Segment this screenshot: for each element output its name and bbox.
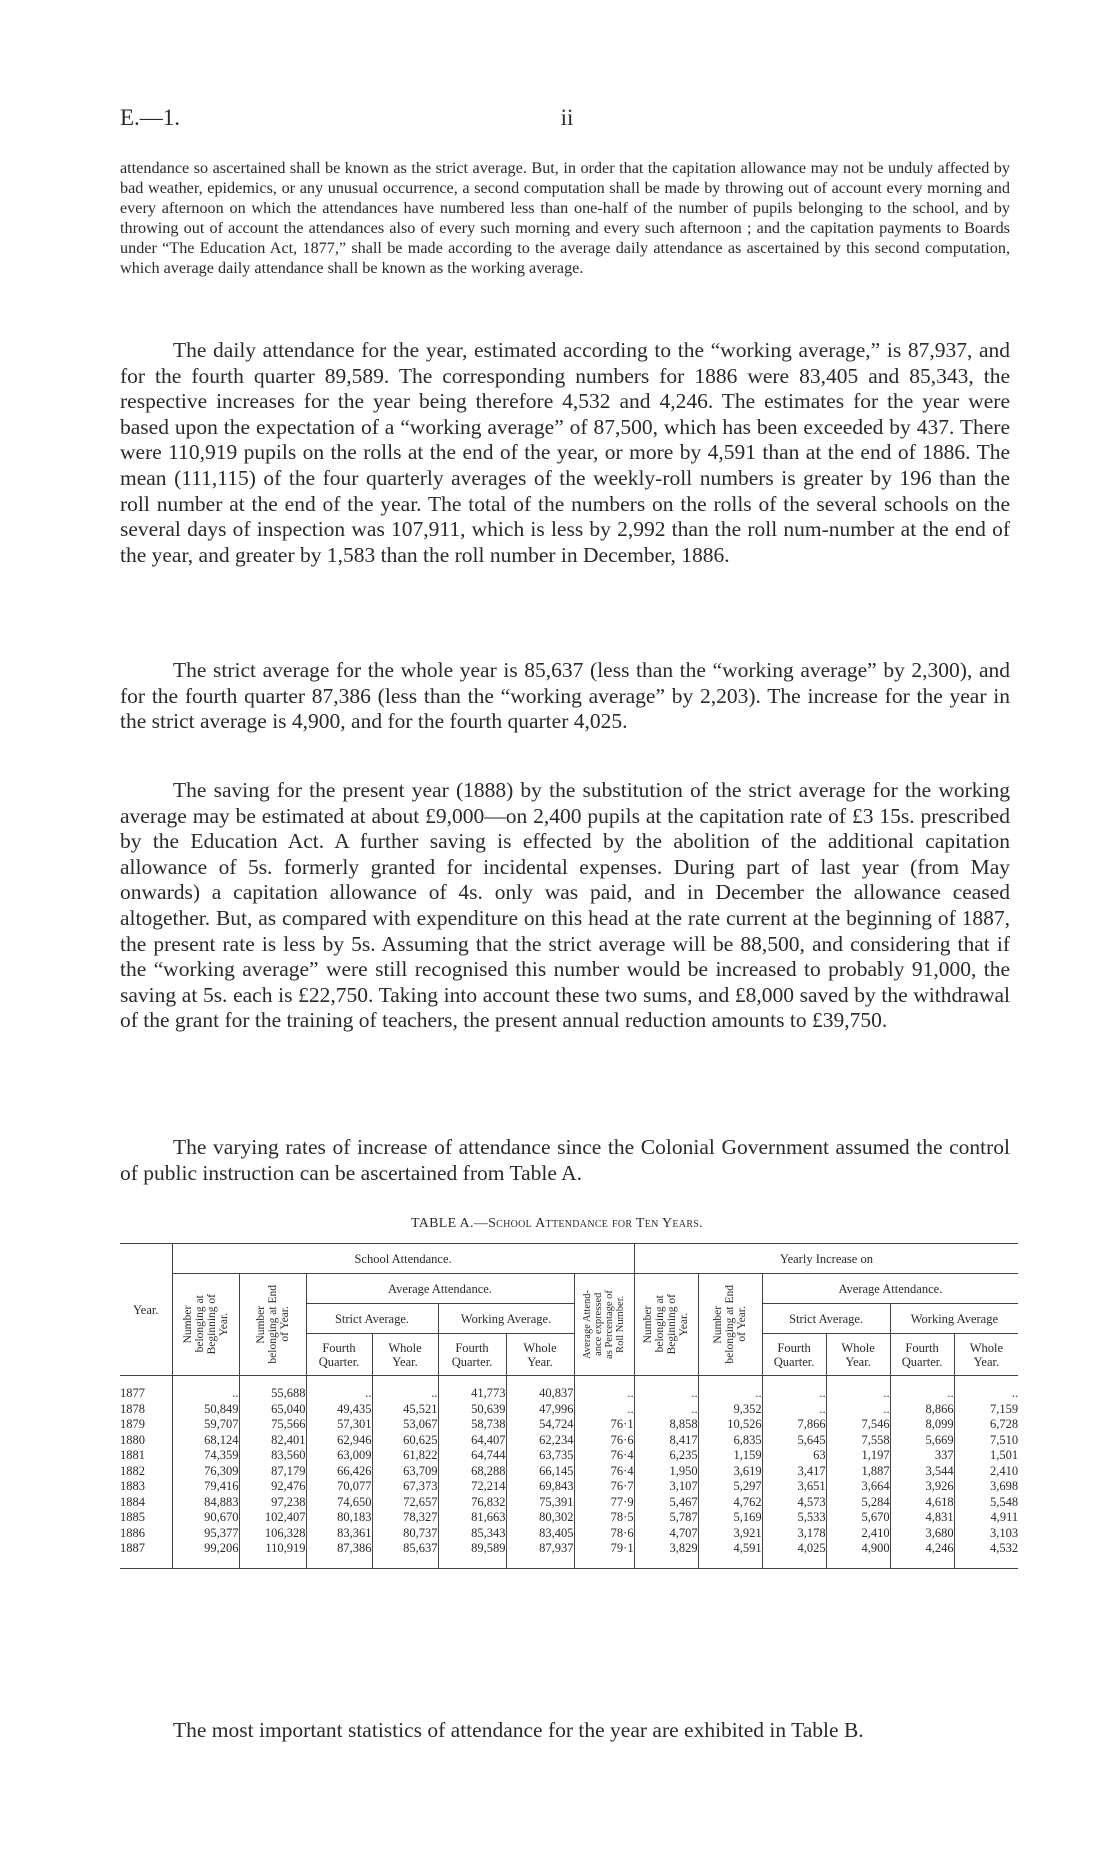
year-cell: 1878 xyxy=(120,1401,145,1416)
value-cell: 3,107 xyxy=(634,1479,698,1495)
value-cell: 63,735 xyxy=(506,1448,574,1464)
value-cell: 7,558 xyxy=(826,1433,890,1449)
school-attendance-header: School Attendance. xyxy=(172,1244,634,1274)
table-row xyxy=(120,1402,1018,1418)
value-cell: 8,417 xyxy=(634,1433,698,1449)
intro-paragraph: attendance so ascertained shall be known as the strict average. But, in order that the capitation allowance may not be unduly affected by bad weather, epidemics, or any unusual occurrence, a second computation shall be made by throwing out of account every morning and every afternoon on which the attendances have numbered less than one-half of the number of pupils belonging to the school, and by throwing out of account the attendances also of every such morning and every such afternoon ; and the capitation payments to Boards under “The Education Act, 1877,” shall be made according to the average daily attendance as ascertained by this second computation, which average daily attendance shall be known as the working average. xyxy=(120,159,1010,277)
table-row xyxy=(120,1448,1018,1464)
value-cell: 10,526 xyxy=(698,1417,762,1433)
value-cell: 5,169 xyxy=(698,1510,762,1526)
table-row xyxy=(120,1495,1018,1511)
value-cell: 1,950 xyxy=(634,1464,698,1480)
value-cell: 50,849 xyxy=(172,1402,239,1418)
value-cell: 4,573 xyxy=(762,1495,826,1511)
value-cell: 68,288 xyxy=(438,1464,506,1480)
value-cell: .. xyxy=(574,1386,634,1402)
value-cell: 79·1 xyxy=(574,1541,634,1557)
inc-working-average-header: Working Average xyxy=(890,1304,1018,1334)
value-cell: 78·6 xyxy=(574,1526,634,1542)
value-cell: 3,619 xyxy=(698,1464,762,1480)
year-cell: 1877 xyxy=(120,1386,145,1400)
value-cell: 8,858 xyxy=(634,1417,698,1433)
year-cell: 1886 xyxy=(120,1525,145,1540)
value-cell: 3,178 xyxy=(762,1526,826,1542)
value-cell: 45,521 xyxy=(372,1402,438,1418)
attendance-table xyxy=(120,1243,1018,1569)
year-cell: 1885 xyxy=(120,1510,145,1524)
value-cell: 55,688 xyxy=(239,1386,306,1402)
year-header: Year. xyxy=(120,1244,172,1376)
value-cell: 3,698 xyxy=(954,1479,1018,1495)
value-cell: 85,343 xyxy=(438,1526,506,1542)
value-cell: 82,401 xyxy=(239,1433,306,1449)
year-cell: 1887 xyxy=(120,1541,145,1555)
table-row xyxy=(120,1433,1018,1449)
value-cell: 49,435 xyxy=(306,1402,372,1418)
value-cell: 3,544 xyxy=(890,1464,954,1480)
value-cell: 65,040 xyxy=(239,1402,306,1418)
value-cell: 4,591 xyxy=(698,1541,762,1557)
value-cell: 3,651 xyxy=(762,1479,826,1495)
value-cell: 1,197 xyxy=(826,1448,890,1464)
value-cell: 83,560 xyxy=(239,1448,306,1464)
value-cell: 53,067 xyxy=(372,1417,438,1433)
value-cell: 5,533 xyxy=(762,1510,826,1526)
strict-fourth-quarter-header: Fourth Quarter. xyxy=(306,1334,372,1376)
value-cell: 76·6 xyxy=(574,1433,634,1449)
value-cell: 80,183 xyxy=(306,1510,372,1526)
value-cell: .. xyxy=(826,1386,890,1402)
value-cell: 5,669 xyxy=(890,1433,954,1449)
num-beginning-header: Number belonging at Beginning of Year. xyxy=(172,1274,239,1376)
value-cell: 79,416 xyxy=(172,1479,239,1495)
table-row xyxy=(120,1386,1018,1402)
value-cell: .. xyxy=(762,1402,826,1418)
value-cell: 89,589 xyxy=(438,1541,506,1557)
value-cell: 57,301 xyxy=(306,1417,372,1433)
value-cell: 63,009 xyxy=(306,1448,372,1464)
value-cell: .. xyxy=(954,1386,1018,1402)
value-cell: 76,309 xyxy=(172,1464,239,1480)
value-cell: 1,501 xyxy=(954,1448,1018,1464)
value-cell: 8,866 xyxy=(890,1402,954,1418)
value-cell: 5,787 xyxy=(634,1510,698,1526)
value-cell: 76·1 xyxy=(574,1417,634,1433)
value-cell: 90,670 xyxy=(172,1510,239,1526)
paragraph-working-average: The daily attendance for the year, estimated according to the “working average,” is 87,937, and for the fourth quarter 89,589. The corresponding numbers for 1886 were 83,405 and 85,343, the respective increases for the year being therefore 4,532 and 4,246. The estimates for the year were based upon the expectation of a “working average” of 87,500, which has been exceeded by 437. There were 110,919 pupils on the rolls at the end of the year, or more by 4,591 than at the end of 1886. The mean (111,115) of the four quarterly averages of the weekly-roll numbers is greater by 196 than the roll number at the end of the year. The total of the numbers on the rolls of the several schools on the several days of inspection was 107,911, which is less by 2,992 than the roll num-number at the end of the year, and greater by 1,583 than the roll number in December, 1886. xyxy=(120,338,1010,567)
value-cell: 83,361 xyxy=(306,1526,372,1542)
value-cell: 60,625 xyxy=(372,1433,438,1449)
value-cell: 5,297 xyxy=(698,1479,762,1495)
value-cell: 4,831 xyxy=(890,1510,954,1526)
value-cell: 7,866 xyxy=(762,1417,826,1433)
value-cell: 87,179 xyxy=(239,1464,306,1480)
value-cell: 5,645 xyxy=(762,1433,826,1449)
value-cell: 4,532 xyxy=(954,1541,1018,1557)
value-cell: 63,709 xyxy=(372,1464,438,1480)
value-cell: 61,822 xyxy=(372,1448,438,1464)
table-caption-title: School Attendance for Ten Years. xyxy=(488,1216,703,1231)
value-cell: 5,467 xyxy=(634,1495,698,1511)
working-average-header: Working Average. xyxy=(438,1304,574,1334)
value-cell: 337 xyxy=(890,1448,954,1464)
value-cell: 2,410 xyxy=(954,1464,1018,1480)
value-cell: .. xyxy=(372,1386,438,1402)
value-cell: .. xyxy=(826,1402,890,1418)
value-cell: 5,284 xyxy=(826,1495,890,1511)
table-row xyxy=(120,1417,1018,1433)
year-cell: 1879 xyxy=(120,1417,145,1431)
table-body xyxy=(120,1376,1018,1557)
inc-working-fourth-quarter-header: Fourth Quarter. xyxy=(890,1334,954,1376)
value-cell: 64,407 xyxy=(438,1433,506,1449)
value-cell: .. xyxy=(574,1402,634,1418)
value-cell: 5,548 xyxy=(954,1495,1018,1511)
value-cell: 4,762 xyxy=(698,1495,762,1511)
value-cell: 66,426 xyxy=(306,1464,372,1480)
value-cell: 74,650 xyxy=(306,1495,372,1511)
working-whole-year-header: Whole Year. xyxy=(506,1334,574,1376)
num-end-header: Number belonging at End of Year. xyxy=(239,1274,306,1376)
value-cell: 81,663 xyxy=(438,1510,506,1526)
value-cell: 76,832 xyxy=(438,1495,506,1511)
value-cell: 40,837 xyxy=(506,1386,574,1402)
value-cell: 3,103 xyxy=(954,1526,1018,1542)
value-cell: 84,883 xyxy=(172,1495,239,1511)
value-cell: 66,145 xyxy=(506,1464,574,1480)
value-cell: .. xyxy=(634,1386,698,1402)
year-cell: 1883 xyxy=(120,1479,145,1493)
year-cell: 1881 xyxy=(120,1448,145,1462)
value-cell: 87,937 xyxy=(506,1541,574,1557)
value-cell: 106,328 xyxy=(239,1526,306,1542)
value-cell: .. xyxy=(306,1386,372,1402)
value-cell: 76·4 xyxy=(574,1448,634,1464)
value-cell: 76·7 xyxy=(574,1479,634,1495)
value-cell: 3,417 xyxy=(762,1464,826,1480)
value-cell: 5,670 xyxy=(826,1510,890,1526)
value-cell: 74,359 xyxy=(172,1448,239,1464)
table-row xyxy=(120,1526,1018,1542)
value-cell: 6,728 xyxy=(954,1417,1018,1433)
paragraph-saving: The saving for the present year (1888) by the substitution of the strict average for the working average may be estimated at about £9,000—on 2,400 pupils at the capitation rate of £3 15s. prescribed by the Education Act. A further saving is effected by the abolition of the additional capitation allowance of 5s. formerly granted for incidental expenses. During part of last year (from May onwards) a capitation allowance of 4s. only was paid, and in December the allowance ceased altogether. But, as compared with expenditure on this head at the rate current at the beginning of 1887, the present rate is less by 5s. Assuming that the strict average will be 88,500, and considering that if the “working average” were still recognised this number would be increased to probably 91,000, the saving at 5s. each is £22,750. Taking into account these two sums, and £8,000 saved by the withdrawal of the grant for the training of teachers, the present annual reduction amounts to £39,750. xyxy=(120,778,1010,1033)
inc-avg-attendance-header: Average Attendance. xyxy=(762,1274,1018,1304)
value-cell: .. xyxy=(634,1402,698,1418)
value-cell: 54,724 xyxy=(506,1417,574,1433)
table-row xyxy=(120,1541,1018,1557)
value-cell: 76·4 xyxy=(574,1464,634,1480)
value-cell: .. xyxy=(762,1386,826,1402)
value-cell: 4,246 xyxy=(890,1541,954,1557)
value-cell: 68,124 xyxy=(172,1433,239,1449)
inc-end-header: Number belonging at End of Year. xyxy=(698,1274,762,1376)
value-cell: 47,996 xyxy=(506,1402,574,1418)
value-cell: 41,773 xyxy=(438,1386,506,1402)
yearly-increase-header: Yearly Increase on xyxy=(634,1244,1018,1274)
value-cell: 7,510 xyxy=(954,1433,1018,1449)
value-cell: 9,352 xyxy=(698,1402,762,1418)
value-cell: 2,410 xyxy=(826,1526,890,1542)
value-cell: 72,657 xyxy=(372,1495,438,1511)
value-cell: 6,235 xyxy=(634,1448,698,1464)
value-cell: 3,921 xyxy=(698,1526,762,1542)
value-cell: 67,373 xyxy=(372,1479,438,1495)
inc-working-whole-year-header: Whole Year. xyxy=(954,1334,1018,1376)
value-cell: 62,234 xyxy=(506,1433,574,1449)
value-cell: 4,900 xyxy=(826,1541,890,1557)
value-cell: 97,238 xyxy=(239,1495,306,1511)
table-caption xyxy=(0,1216,1114,1232)
value-cell: 62,946 xyxy=(306,1433,372,1449)
inc-strict-average-header: Strict Average. xyxy=(762,1304,890,1334)
avg-percentage-header: Average Attend- ance expressed as Percentage of Roll Number. xyxy=(574,1274,634,1376)
value-cell: 6,835 xyxy=(698,1433,762,1449)
value-cell: 95,377 xyxy=(172,1526,239,1542)
avg-attendance-header: Average Attendance. xyxy=(306,1274,574,1304)
value-cell: 3,829 xyxy=(634,1541,698,1557)
document-code: E.—1. xyxy=(120,105,181,130)
inc-strict-fourth-quarter-header: Fourth Quarter. xyxy=(762,1334,826,1376)
value-cell: 3,680 xyxy=(890,1526,954,1542)
value-cell: 1,159 xyxy=(698,1448,762,1464)
value-cell: 69,843 xyxy=(506,1479,574,1495)
inc-beginning-header: Number belonging at Beginning of Year. xyxy=(634,1274,698,1376)
inc-strict-whole-year-header: Whole Year. xyxy=(826,1334,890,1376)
value-cell: 83,405 xyxy=(506,1526,574,1542)
value-cell: 7,546 xyxy=(826,1417,890,1433)
value-cell: 4,911 xyxy=(954,1510,1018,1526)
value-cell: 4,707 xyxy=(634,1526,698,1542)
value-cell: 78·5 xyxy=(574,1510,634,1526)
paragraph-rates: The varying rates of increase of attendance since the Colonial Government assumed the control of public instruction can be ascertained from Table A. xyxy=(120,1135,1010,1185)
value-cell: 85,637 xyxy=(372,1541,438,1557)
value-cell: 59,707 xyxy=(172,1417,239,1433)
value-cell: 64,744 xyxy=(438,1448,506,1464)
page-number: ii xyxy=(560,105,574,130)
year-cell: 1880 xyxy=(120,1432,145,1447)
value-cell: 75,391 xyxy=(506,1495,574,1511)
value-cell: 8,099 xyxy=(890,1417,954,1433)
value-cell: 110,919 xyxy=(239,1541,306,1557)
value-cell: 7,159 xyxy=(954,1402,1018,1418)
table-row xyxy=(120,1510,1018,1526)
value-cell: 3,664 xyxy=(826,1479,890,1495)
value-cell: 72,214 xyxy=(438,1479,506,1495)
value-cell: 102,407 xyxy=(239,1510,306,1526)
value-cell: 99,206 xyxy=(172,1541,239,1557)
value-cell: 75,566 xyxy=(239,1417,306,1433)
value-cell: 70,077 xyxy=(306,1479,372,1495)
value-cell: .. xyxy=(698,1386,762,1402)
value-cell: 58,738 xyxy=(438,1417,506,1433)
value-cell: 4,618 xyxy=(890,1495,954,1511)
table-row xyxy=(120,1464,1018,1480)
table-row xyxy=(120,1479,1018,1495)
strict-average-header: Strict Average. xyxy=(306,1304,438,1334)
value-cell: 80,737 xyxy=(372,1526,438,1542)
value-cell: 50,639 xyxy=(438,1402,506,1418)
paragraph-strict-average: The strict average for the whole year is 85,637 (less than the “working average” by 2,300), and for the fourth quarter 87,386 (less than the “working average” by 2,203). The increase for the year in the strict average is 4,900, and for the fourth quarter 4,025. xyxy=(120,658,1010,734)
table-caption-prefix: TABLE A.— xyxy=(411,1216,489,1231)
value-cell: .. xyxy=(172,1386,239,1402)
value-cell: 1,887 xyxy=(826,1464,890,1480)
value-cell: 87,386 xyxy=(306,1541,372,1557)
closing-paragraph: The most important statistics of attendance for the year are exhibited in Table B. xyxy=(173,1718,864,1742)
value-cell: 77·9 xyxy=(574,1495,634,1511)
year-cell: 1882 xyxy=(120,1463,145,1478)
value-cell: 4,025 xyxy=(762,1541,826,1557)
value-cell: 78,327 xyxy=(372,1510,438,1526)
strict-whole-year-header: Whole Year. xyxy=(372,1334,438,1376)
value-cell: 3,926 xyxy=(890,1479,954,1495)
value-cell: 92,476 xyxy=(239,1479,306,1495)
working-fourth-quarter-header: Fourth Quarter. xyxy=(438,1334,506,1376)
year-cell: 1884 xyxy=(120,1494,145,1509)
value-cell: 80,302 xyxy=(506,1510,574,1526)
value-cell: .. xyxy=(890,1386,954,1402)
value-cell: 63 xyxy=(762,1448,826,1464)
